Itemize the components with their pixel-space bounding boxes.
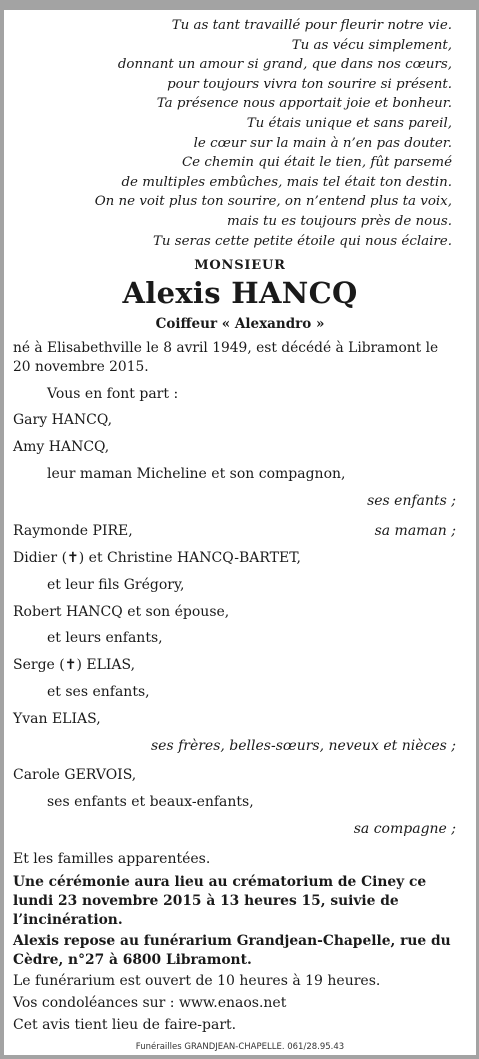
funerarium-info: Alexis repose au funérarium Grandjean-Chapelle, rue du Cèdre, n°27 à 6800 Libramont. — [13, 933, 451, 968]
family-member: et leur fils Grégory, — [47, 577, 185, 593]
poem-line: de multiples embûches, mais tel était ton destin. — [121, 174, 452, 190]
poem-line: Tu as tant travaillé pour fleurir notre vie. — [171, 18, 452, 33]
family-member: Gary HANCQ, — [13, 412, 113, 428]
poem-line: On ne voit plus ton sourire, on n’entend plus ta voix, — [94, 194, 452, 210]
poem — [95, 16, 452, 251]
poem-line: Tu seras cette petite étoile qui nous éclaire. — [152, 233, 452, 249]
family-member: Serge (✝) ELIAS, — [13, 657, 136, 673]
family-member: leur maman Micheline et son compagnon, — [47, 466, 346, 482]
obituary-notice — [4, 10, 476, 1055]
poem-line: donnant un amour si grand, que dans nos cœurs, — [117, 57, 452, 73]
notice-line: Cet avis tient lieu de faire-part. — [13, 1017, 237, 1033]
birth-death-statement: né à Elisabethville le 8 avril 1949, est décédé à Libramont le 20 novembre 2015. — [13, 340, 439, 375]
funeral-home-footer: Funérailles GRANDJEAN-CHAPELLE. 061/28.95.43 — [135, 1042, 345, 1052]
family-member: Amy HANCQ, — [13, 439, 110, 455]
relation-label: ses enfants ; — [367, 493, 456, 509]
poem-line: mais tu es toujours près de nous. — [226, 213, 452, 229]
poem-line: Tu as vécu simplement, — [291, 37, 452, 53]
condolences-line: Vos condoléances sur : www.enaos.net — [13, 995, 287, 1011]
family-member: et ses enfants, — [47, 684, 150, 700]
relation-label: sa compagne ; — [353, 821, 456, 837]
family-member: ses enfants et beaux-enfants, — [47, 794, 254, 810]
families-line: Et les familles apparentées. — [13, 851, 211, 867]
family-member: Robert HANCQ et son épouse, — [13, 604, 230, 620]
relation-label: ses frères, belles-sœurs, neveux et nièces ; — [150, 738, 456, 754]
poem-line: pour toujours vivra ton sourire si présent. — [167, 76, 452, 92]
poem-line: Tu étais unique et sans pareil, — [246, 115, 452, 131]
poem-line: Ta présence nous apportait joie et bonheur. — [156, 96, 452, 112]
family-member: Didier (✝) et Christine HANCQ-BARTET, — [13, 550, 301, 566]
opening-hours: Le funérarium est ouvert de 10 heures à 19 heures. — [13, 973, 381, 989]
family-member: et leurs enfants, — [47, 630, 163, 646]
ceremony-info: Une cérémonie aura lieu au crématorium de Ciney ce lundi 23 novembre 2015 à 13 heures 15, suivie de l’incinération. — [13, 874, 427, 928]
honorific: MONSIEUR — [194, 258, 286, 273]
family-member: Carole GERVOIS, — [13, 767, 137, 783]
profession: Coiffeur « Alexandro » — [155, 316, 325, 332]
relation-label: sa maman ; — [374, 523, 456, 539]
deceased-name: Alexis HANCQ — [122, 276, 358, 310]
poem-line: Ce chemin qui était le tien, fût parsemé — [181, 155, 452, 171]
announcement-line: Vous en font part : — [47, 386, 179, 402]
family-member: Yvan ELIAS, — [13, 711, 101, 727]
family-member: Raymonde PIRE, — [13, 523, 133, 539]
poem-line: le cœur sur la main à n’en pas douter. — [193, 135, 452, 151]
